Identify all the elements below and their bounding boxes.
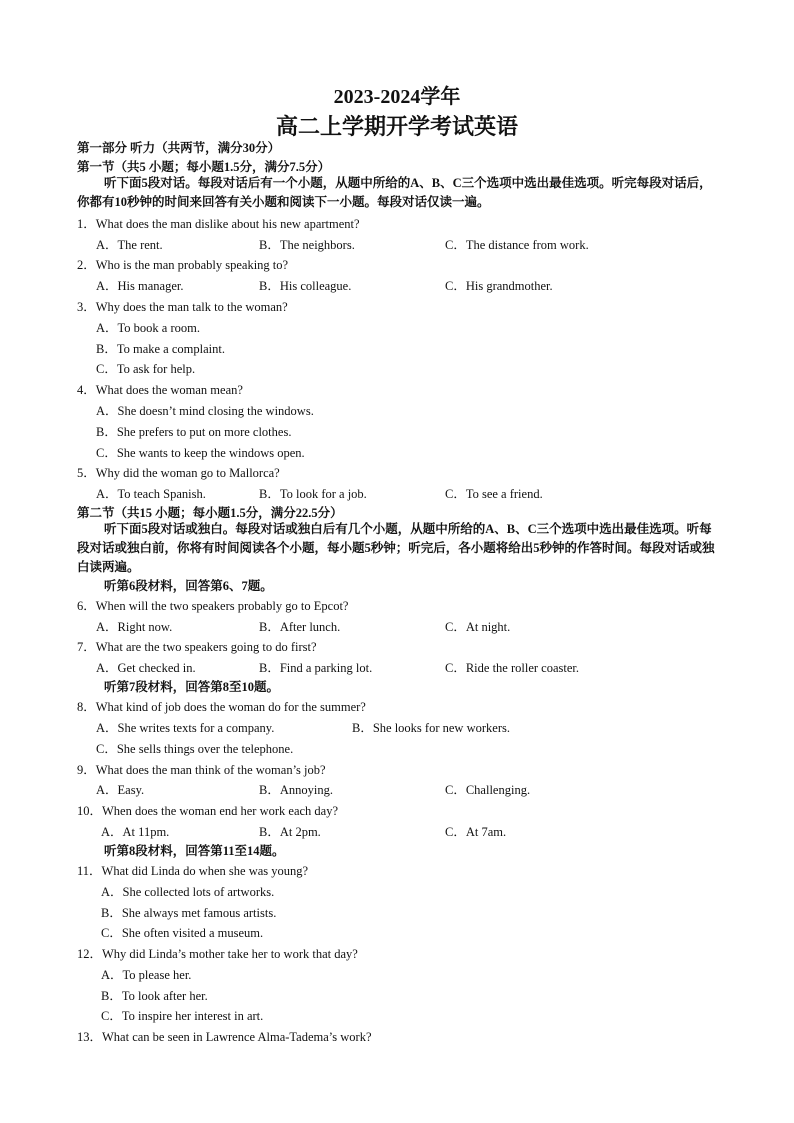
question-12: 12．Why did Linda’s mother take her to work that day? [77, 947, 358, 961]
section2-instruction: 听下面5段对话或独白。每段对话或独白后有几个小题，从题中所给的A、B、C三个选项中选出最佳选项。听每段对话或独白前，你将有时间阅读各个小题，每小题5秒钟；听完后，各小题将给出5秒钟的作答时间。每段对话或独白读两遍。 [77, 522, 715, 574]
section1-heading: 第一节（共5 小题；每小题1.5分，满分7.5分） [77, 160, 331, 174]
part1-heading: 第一部分 听力（共两节，满分30分） [77, 141, 281, 155]
q10-option-c: C．At 7am. [445, 825, 507, 839]
material-8-heading: 听第8段材料，回答第11至14题。 [104, 844, 285, 858]
question-10: 10．When does the woman end her work each day? [77, 804, 339, 818]
q11-option-b: B．She always met famous artists. [101, 906, 277, 920]
material-6-heading: 听第6段材料，回答第6、7题。 [104, 579, 273, 593]
q9-option-b: B．Annoying. [259, 783, 333, 797]
q8-option-a: A．She writes texts for a company. [96, 721, 275, 735]
question-11: 11．What did Linda do when she was young? [77, 864, 309, 878]
section1-instruction: 听下面5段对话。每段对话后有一个小题，从题中所给的A、B、C三个选项中选出最佳选项。听完每段对话后，你都有10秒钟的时间来回答有关小题和阅读下一小题。每段对话仅读一遍。 [77, 176, 712, 209]
q7-option-c: C．Ride the roller coaster. [445, 661, 579, 675]
q8-option-b: B．She looks for new workers. [352, 721, 510, 735]
q2-option-a: A．His manager. [96, 279, 184, 293]
question-9: 9．What does the man think of the woman’s job? [77, 763, 326, 777]
q11-option-c: C．She often visited a museum. [101, 926, 264, 940]
q6-option-a: A．Right now. [96, 620, 173, 634]
exam-title: 高二上学期开学考试英语 [275, 114, 518, 139]
q9-option-a: A．Easy. [96, 783, 145, 797]
q7-option-a: A．Get checked in. [96, 661, 196, 675]
q1-option-b: B．The neighbors. [259, 238, 355, 252]
exam-year-title: 2023-2024学年 [333, 86, 461, 108]
q4-option-a: A．She doesn’t mind closing the windows. [96, 404, 314, 418]
question-4: 4．What does the woman mean? [77, 383, 243, 397]
q7-option-b: B．Find a parking lot. [259, 661, 373, 675]
q12-option-b: B．To look after her. [101, 989, 208, 1003]
q10-option-b: B．At 2pm. [259, 825, 321, 839]
question-2: 2．Who is the man probably speaking to? [77, 258, 289, 272]
q1-option-c: C．The distance from work. [445, 238, 589, 252]
q11-option-a: A．She collected lots of artworks. [101, 885, 275, 899]
q12-option-a: A．To please her. [101, 968, 192, 982]
q3-option-b: B．To make a complaint. [96, 342, 225, 356]
question-7: 7．What are the two speakers going to do first? [77, 640, 317, 654]
q6-option-c: C．At night. [445, 620, 511, 634]
question-1: 1．What does the man dislike about his new apartment? [77, 217, 360, 231]
q1-option-a: A．The rent. [96, 238, 163, 252]
q12-option-c: C．To inspire her interest in art. [101, 1009, 264, 1023]
question-5: 5．Why did the woman go to Mallorca? [77, 466, 280, 480]
q2-option-c: C．His grandmother. [445, 279, 553, 293]
q8-option-c: C．She sells things over the telephone. [96, 742, 294, 756]
material-7-heading: 听第7段材料，回答第8至10题。 [104, 680, 280, 694]
q3-option-a: A．To book a room. [96, 321, 200, 335]
question-6: 6．When will the two speakers probably go to Epcot? [77, 599, 349, 613]
q5-option-b: B．To look for a job. [259, 487, 367, 501]
q10-option-a: A．At 11pm. [101, 825, 170, 839]
q4-option-b: B．She prefers to put on more clothes. [96, 425, 292, 439]
question-13: 13．What can be seen in Lawrence Alma-Tadema’s work? [77, 1030, 372, 1044]
q5-option-c: C．To see a friend. [445, 487, 543, 501]
q2-option-b: B．His colleague. [259, 279, 352, 293]
q9-option-c: C．Challenging. [445, 783, 531, 797]
q3-option-c: C．To ask for help. [96, 362, 196, 376]
q5-option-a: A．To teach Spanish. [96, 487, 206, 501]
question-3: 3．Why does the man talk to the woman? [77, 300, 288, 314]
question-8: 8．What kind of job does the woman do for the summer? [77, 700, 366, 714]
q6-option-b: B．After lunch. [259, 620, 341, 634]
q4-option-c: C．She wants to keep the windows open. [96, 446, 305, 460]
section2-heading: 第二节（共15 小题；每小题1.5分，满分22.5分） [77, 506, 343, 520]
